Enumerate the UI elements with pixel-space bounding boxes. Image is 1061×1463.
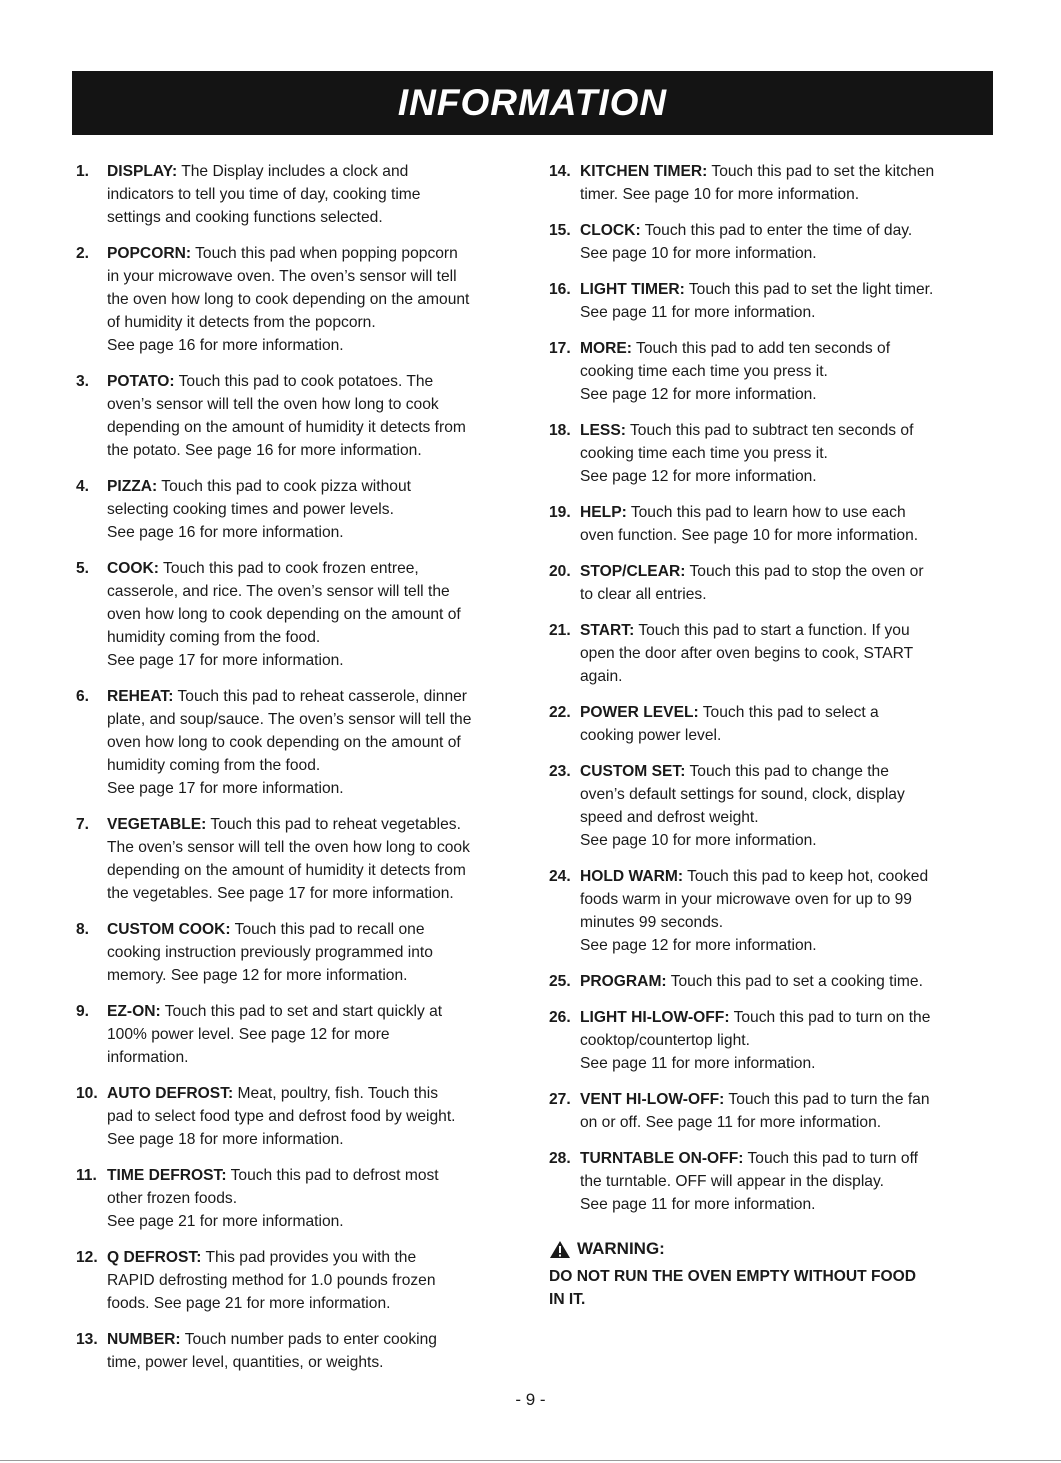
list-item	[76, 475, 526, 544]
item-text: The Display includes a clock and	[177, 163, 409, 180]
item-heading: KITCHEN TIMER:	[580, 163, 708, 180]
list-item	[549, 701, 999, 747]
item-heading: LESS:	[580, 422, 626, 439]
item-line	[580, 619, 999, 642]
item-line: the turntable. OFF will appear in the display.	[580, 1173, 884, 1190]
item-heading: CLOCK:	[580, 222, 641, 239]
item-text: Touch this pad to set the light timer.	[684, 281, 934, 298]
item-text: Touch this pad to set the kitchen	[707, 163, 935, 180]
left-column	[76, 160, 526, 1387]
item-line: See page 17 for more information.	[107, 780, 344, 797]
item-line	[580, 1088, 999, 1111]
item-number: 16.	[549, 281, 571, 298]
item-number: 1.	[76, 163, 90, 180]
item-heading: POPCORN:	[107, 245, 192, 262]
item-line: See page 11 for more information.	[580, 1055, 816, 1072]
item-text: Touch this pad to learn how to use each	[626, 504, 906, 521]
item-line	[580, 1006, 999, 1029]
item-heading: POWER LEVEL:	[580, 704, 699, 721]
item-line	[107, 918, 526, 941]
list-item	[76, 1000, 526, 1069]
item-number: 19.	[549, 504, 571, 521]
item-line: plate, and soup/sauce. The oven’s sensor will tell the	[107, 711, 472, 728]
item-line	[580, 278, 999, 301]
item-heading: PROGRAM:	[580, 973, 667, 990]
item-line: pad to select food type and defrost food by weight.	[107, 1108, 456, 1125]
item-text: Touch this pad to recall one	[230, 921, 425, 938]
item-heading: NUMBER:	[107, 1331, 181, 1348]
item-line: minutes 99 seconds.	[580, 914, 724, 931]
item-line: See page 11 for more information.	[580, 304, 816, 321]
item-line	[107, 1328, 526, 1351]
warning-text	[549, 1265, 999, 1311]
list-item	[76, 1164, 526, 1233]
item-text: Touch this pad to defrost most	[226, 1167, 439, 1184]
item-line	[107, 475, 526, 498]
item-heading: CUSTOM SET:	[580, 763, 686, 780]
item-line	[580, 560, 999, 583]
item-text: Touch this pad to stop the oven or	[685, 563, 924, 580]
item-number: 6.	[76, 688, 90, 705]
item-heading: START:	[580, 622, 635, 639]
warning-text-line: DO NOT RUN THE OVEN EMPTY WITHOUT FOOD	[549, 1268, 917, 1285]
warning-title: WARNING:	[577, 1239, 665, 1258]
item-heading: VEGETABLE:	[107, 816, 207, 833]
item-line: the potato. See page 16 for more information.	[107, 442, 422, 459]
item-number: 10.	[76, 1085, 98, 1102]
item-line	[107, 1164, 526, 1187]
item-number: 3.	[76, 373, 90, 390]
item-heading: HELP:	[580, 504, 627, 521]
item-line: See page 18 for more information.	[107, 1131, 344, 1148]
list-item	[549, 760, 999, 852]
item-text: Touch this pad to enter the time of day.	[640, 222, 913, 239]
item-number: 26.	[549, 1009, 571, 1026]
list-item	[76, 370, 526, 462]
item-line	[580, 160, 999, 183]
item-line: foods warm in your microwave oven for up to 99	[580, 891, 912, 908]
item-line: foods. See page 21 for more information.	[107, 1295, 391, 1312]
item-line	[107, 1000, 526, 1023]
item-line: speed and defrost weight.	[580, 809, 759, 826]
item-text: Touch this pad to add ten seconds of	[631, 340, 891, 357]
item-number: 7.	[76, 816, 90, 833]
item-line	[107, 813, 526, 836]
item-line: in your microwave oven. The oven’s sensor will tell	[107, 268, 457, 285]
item-text: Touch this pad to turn off	[743, 1150, 918, 1167]
item-line: oven how long to cook depending on the amount of	[107, 734, 461, 751]
item-heading: PIZZA:	[107, 478, 158, 495]
item-line: cooking time each time you press it.	[580, 445, 828, 462]
item-line: oven’s sensor will tell the oven how long to cook	[107, 396, 439, 413]
item-line: cooking instruction previously programmed into	[107, 944, 433, 961]
item-text: Touch this pad to turn the fan	[724, 1091, 930, 1108]
item-number: 25.	[549, 973, 571, 990]
item-text: Touch this pad to turn on the	[729, 1009, 931, 1026]
item-heading: AUTO DEFROST:	[107, 1085, 234, 1102]
list-item	[76, 242, 526, 357]
item-line: humidity coming from the food.	[107, 629, 321, 646]
item-line: See page 17 for more information.	[107, 652, 344, 669]
list-item	[76, 1246, 526, 1315]
item-text: This pad provides you with the	[201, 1249, 417, 1266]
list-item	[549, 619, 999, 688]
item-text: Touch this pad to cook potatoes. The	[174, 373, 434, 390]
item-line: cooking power level.	[580, 727, 722, 744]
page-title: INFORMATION	[397, 82, 668, 123]
item-number: 20.	[549, 563, 571, 580]
item-line	[580, 760, 999, 783]
item-text: Touch this pad to keep hot, cooked	[683, 868, 929, 885]
item-text: Touch this pad to set a cooking time.	[666, 973, 923, 990]
list-item	[549, 419, 999, 488]
item-heading: COOK:	[107, 560, 159, 577]
item-text: Meat, poultry, fish. Touch this	[233, 1085, 439, 1102]
list-item	[549, 337, 999, 406]
item-number: 23.	[549, 763, 571, 780]
item-text: Touch this pad to subtract ten seconds of	[625, 422, 914, 439]
item-line	[107, 557, 526, 580]
item-line: See page 12 for more information.	[580, 468, 817, 485]
item-text: Touch this pad to start a function. If you	[634, 622, 910, 639]
item-heading: VENT HI-LOW-OFF:	[580, 1091, 725, 1108]
item-line: the vegetables. See page 17 for more information.	[107, 885, 454, 902]
item-line: to clear all entries.	[580, 586, 707, 603]
item-heading: HOLD WARM:	[580, 868, 684, 885]
item-heading: LIGHT HI-LOW-OFF:	[580, 1009, 730, 1026]
warning-triangle-icon	[549, 1240, 571, 1259]
list-item	[549, 970, 999, 993]
item-heading: LIGHT TIMER:	[580, 281, 685, 298]
item-line: cooktop/countertop light.	[580, 1032, 750, 1049]
item-line: the oven how long to cook depending on the amount	[107, 291, 470, 308]
list-item	[549, 278, 999, 324]
list-item	[549, 1147, 999, 1216]
item-number: 14.	[549, 163, 571, 180]
item-line: again.	[580, 668, 623, 685]
item-line: See page 10 for more information.	[580, 832, 817, 849]
item-text: Touch this pad when popping popcorn	[191, 245, 458, 262]
item-line	[107, 685, 526, 708]
item-line: See page 12 for more information.	[580, 386, 817, 403]
item-line: information.	[107, 1049, 189, 1066]
list-item	[76, 685, 526, 800]
item-line: memory. See page 12 for more information.	[107, 967, 408, 984]
item-number: 27.	[549, 1091, 571, 1108]
item-heading: DISPLAY:	[107, 163, 178, 180]
list-item	[76, 557, 526, 672]
item-text: Touch this pad to set and start quickly at	[160, 1003, 443, 1020]
item-heading: EZ-ON:	[107, 1003, 161, 1020]
item-line	[580, 701, 999, 724]
item-line: indicators to tell you time of day, cooking time	[107, 186, 421, 203]
item-line: time, power level, quantities, or weights.	[107, 1354, 384, 1371]
item-text: Touch number pads to enter cooking	[180, 1331, 437, 1348]
list-item	[549, 1006, 999, 1075]
page-number: - 9 -	[515, 1390, 546, 1409]
item-line	[107, 370, 526, 393]
item-line: oven function. See page 10 for more information.	[580, 527, 919, 544]
item-line: The oven’s sensor will tell the oven how long to cook	[107, 839, 470, 856]
item-number: 17.	[549, 340, 571, 357]
item-line: See page 10 for more information.	[580, 245, 817, 262]
item-line: oven’s default settings for sound, clock, display	[580, 786, 905, 803]
item-line: selecting cooking times and power levels.	[107, 501, 394, 518]
item-line: casserole, and rice. The oven’s sensor will tell the	[107, 583, 450, 600]
item-heading: STOP/CLEAR:	[580, 563, 686, 580]
item-line	[580, 337, 999, 360]
item-line	[107, 160, 526, 183]
item-line: settings and cooking functions selected.	[107, 209, 383, 226]
item-line: depending on the amount of humidity it detects from	[107, 862, 466, 879]
item-line	[580, 970, 999, 993]
item-number: 18.	[549, 422, 571, 439]
list-item	[76, 918, 526, 987]
item-line: depending on the amount of humidity it detects from	[107, 419, 466, 436]
title-banner	[72, 71, 993, 135]
item-line	[580, 219, 999, 242]
item-number: 5.	[76, 560, 90, 577]
item-heading: POTATO:	[107, 373, 175, 390]
list-item	[76, 1328, 526, 1374]
item-text: Touch this pad to select a	[698, 704, 879, 721]
item-line	[580, 1147, 999, 1170]
item-number: 15.	[549, 222, 571, 239]
item-number: 24.	[549, 868, 571, 885]
item-line: RAPID defrosting method for 1.0 pounds frozen	[107, 1272, 436, 1289]
item-line: timer. See page 10 for more information.	[580, 186, 860, 203]
item-number: 8.	[76, 921, 90, 938]
item-number: 4.	[76, 478, 90, 495]
item-heading: MORE:	[580, 340, 632, 357]
item-text: Touch this pad to cook frozen entree,	[158, 560, 419, 577]
item-heading: TURNTABLE ON-OFF:	[580, 1150, 744, 1167]
item-text: Touch this pad to reheat vegetables.	[206, 816, 461, 833]
list-item	[76, 813, 526, 905]
list-item	[549, 560, 999, 606]
item-line: See page 11 for more information.	[580, 1196, 816, 1213]
list-item	[76, 160, 526, 229]
item-number: 28.	[549, 1150, 571, 1167]
item-line	[580, 419, 999, 442]
item-line: oven how long to cook depending on the amount of	[107, 606, 461, 623]
item-number: 11.	[76, 1167, 97, 1184]
item-line	[580, 501, 999, 524]
item-heading: Q DEFROST:	[107, 1249, 202, 1266]
item-number: 13.	[76, 1331, 98, 1348]
item-number: 21.	[549, 622, 571, 639]
item-line	[107, 1246, 526, 1269]
list-item	[549, 501, 999, 547]
item-line: on or off. See page 11 for more information.	[580, 1114, 882, 1131]
item-line: 100% power level. See page 12 for more	[107, 1026, 390, 1043]
warning-heading	[549, 1237, 999, 1261]
item-heading: CUSTOM COOK:	[107, 921, 231, 938]
item-line: See page 12 for more information.	[580, 937, 817, 954]
item-number: 22.	[549, 704, 571, 721]
item-heading: TIME DEFROST:	[107, 1167, 227, 1184]
item-number: 2.	[76, 245, 90, 262]
item-text: Touch this pad to reheat casserole, dinner	[173, 688, 467, 705]
item-line: of humidity it detects from the popcorn.	[107, 314, 376, 331]
item-heading: REHEAT:	[107, 688, 174, 705]
list-item	[549, 865, 999, 957]
list-item	[76, 1082, 526, 1151]
list-item	[549, 219, 999, 265]
item-line: See page 16 for more information.	[107, 337, 344, 354]
item-text: Touch this pad to cook pizza without	[157, 478, 411, 495]
item-number: 12.	[76, 1249, 98, 1266]
item-line: other frozen foods.	[107, 1190, 238, 1207]
item-line	[580, 865, 999, 888]
item-line: cooking time each time you press it.	[580, 363, 828, 380]
list-item	[549, 1088, 999, 1134]
warning-box	[549, 1237, 999, 1311]
item-text: Touch this pad to change the	[685, 763, 889, 780]
item-line	[107, 242, 526, 265]
item-line: See page 21 for more information.	[107, 1213, 344, 1230]
warning-text-line: IN IT.	[549, 1291, 586, 1308]
right-column	[549, 160, 999, 1229]
item-line: open the door after oven begins to cook, START	[580, 645, 914, 662]
item-line: See page 16 for more information.	[107, 524, 344, 541]
list-item	[549, 160, 999, 206]
item-line: humidity coming from the food.	[107, 757, 321, 774]
item-line	[107, 1082, 526, 1105]
item-number: 9.	[76, 1003, 90, 1020]
bottom-rule	[0, 1460, 1061, 1461]
